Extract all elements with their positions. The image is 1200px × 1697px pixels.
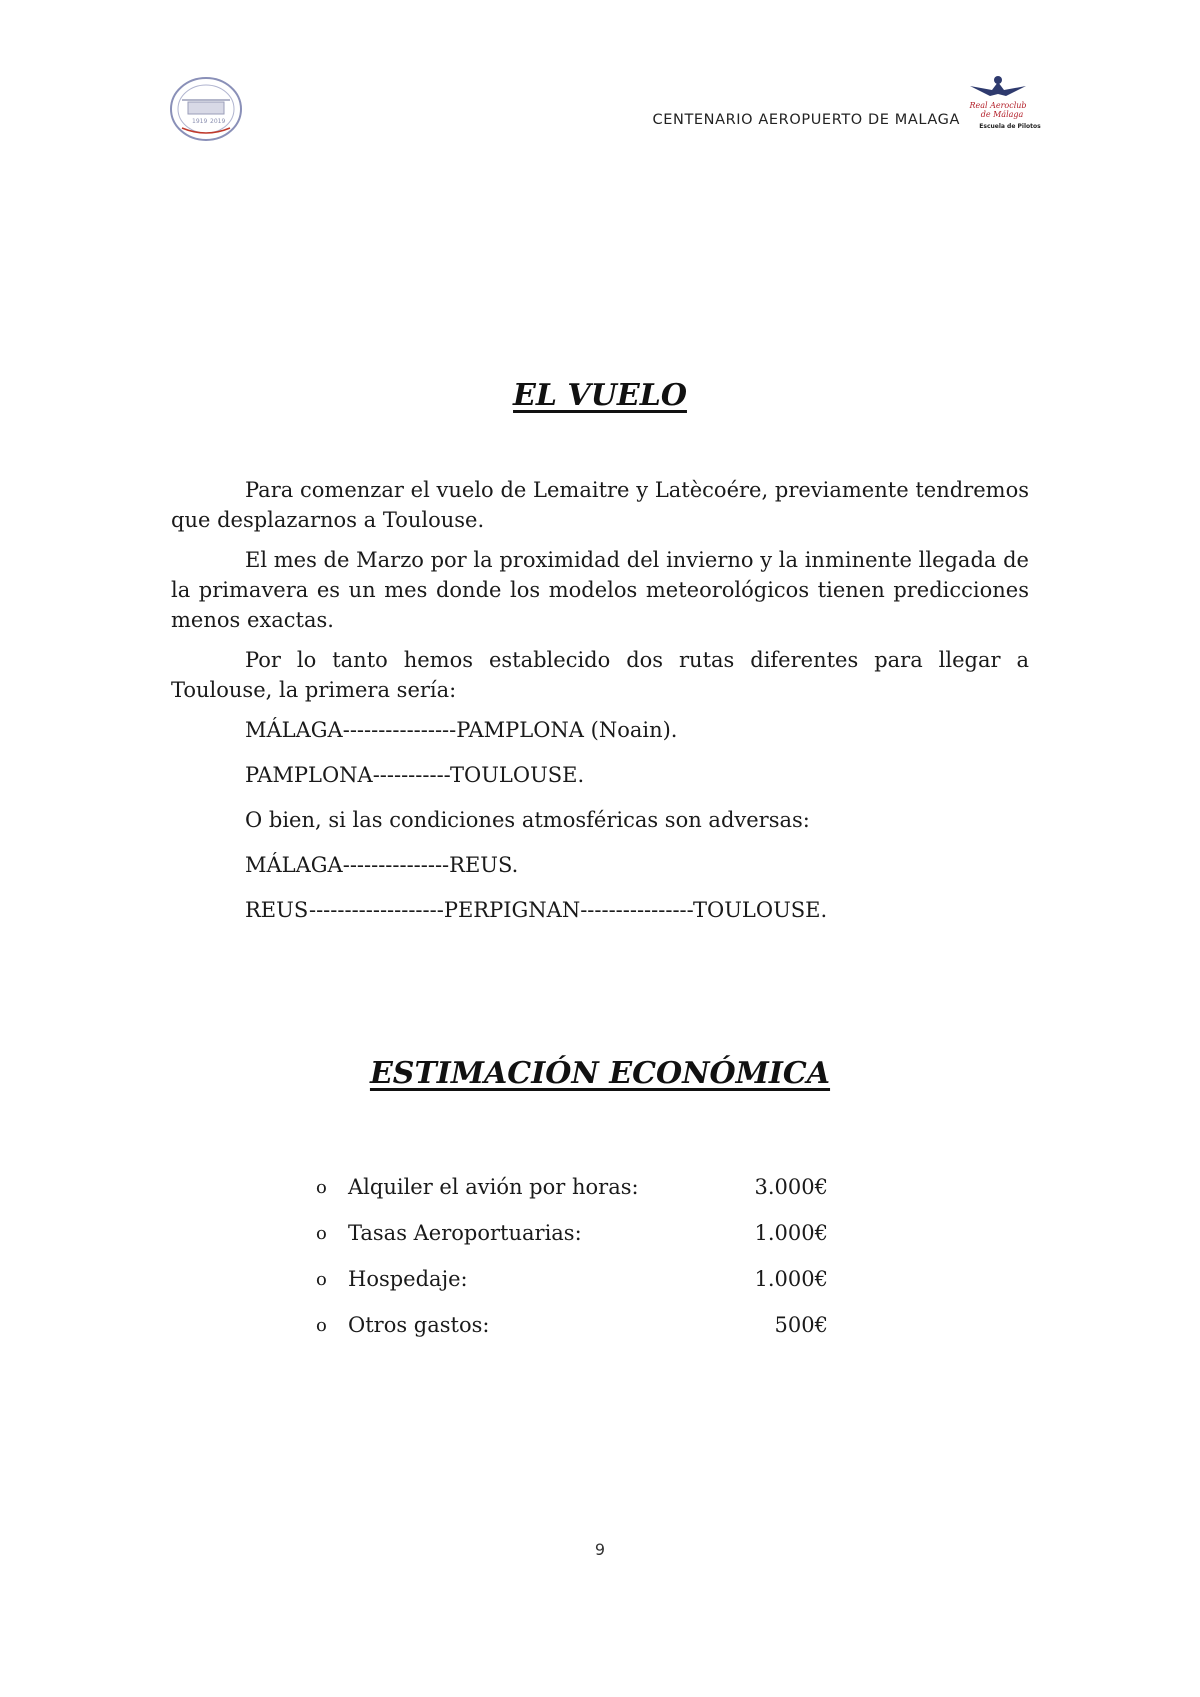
budget-item-label: Otros gastos: — [348, 1313, 490, 1337]
svg-text:de Málaga: de Málaga — [980, 110, 1024, 119]
bullet: o — [316, 1176, 327, 1198]
route-line: PAMPLONA-----------TOULOUSE. — [245, 763, 585, 787]
budget-item-value: 1.000€ — [754, 1221, 828, 1245]
section-title-el-vuelo: EL VUELO — [513, 378, 687, 413]
route-line: MÁLAGA----------------PAMPLONA (Noain). — [245, 718, 678, 742]
section-title-estimacion-economica: ESTIMACIÓN ECONÓMICA — [369, 1056, 831, 1091]
svg-text:Real Aeroclub: Real Aeroclub — [969, 101, 1027, 110]
bullet: o — [316, 1314, 327, 1336]
paragraph: Para comenzar el vuelo de Lemaitre y Latècoére, previamente tendremos que desplazarnos a Toulouse. — [171, 478, 1029, 532]
paragraph: Por lo tanto hemos establecido dos rutas diferentes para llegar a Toulouse, la primera sería: — [171, 648, 1029, 702]
aeroclub-logo — [962, 72, 1041, 132]
budget-item-value: 500€ — [774, 1313, 828, 1337]
route-intro: O bien, si las condiciones atmosféricas son adversas: — [245, 808, 810, 832]
bullet: o — [316, 1222, 327, 1244]
svg-text:Escuela de Pilotos: Escuela de Pilotos — [979, 123, 1041, 130]
route-line: REUS-------------------PERPIGNAN----------------TOULOUSE. — [245, 898, 828, 922]
budget-item-label: Hospedaje: — [348, 1267, 468, 1291]
svg-text:2019: 2019 — [210, 118, 226, 125]
budget-item-value: 1.000€ — [754, 1267, 828, 1291]
route-line: MÁLAGA---------------REUS. — [245, 853, 519, 877]
budget-item — [316, 1256, 836, 1302]
svg-text:1919: 1919 — [192, 118, 208, 125]
budget-item-value: 3.000€ — [754, 1175, 828, 1199]
budget-item — [316, 1210, 836, 1256]
budget-item — [316, 1302, 836, 1348]
budget-list — [316, 1164, 836, 1348]
bullet: o — [316, 1268, 327, 1290]
budget-item-label: Alquiler el avión por horas: — [348, 1175, 639, 1199]
section-el-vuelo-body — [171, 475, 1029, 940]
centenary-seal-logo — [168, 76, 244, 142]
budget-item — [316, 1164, 836, 1210]
budget-item-label: Tasas Aeroportuarias: — [348, 1221, 582, 1245]
page-number: 9 — [594, 1540, 606, 1559]
header-title: CENTENARIO AEROPUERTO DE MALAGA — [652, 112, 960, 128]
paragraph: El mes de Marzo por la proximidad del invierno y la inminente llegada de la primavera es un mes donde los modelos meteorológicos tienen predicciones menos exactas. — [171, 548, 1029, 632]
